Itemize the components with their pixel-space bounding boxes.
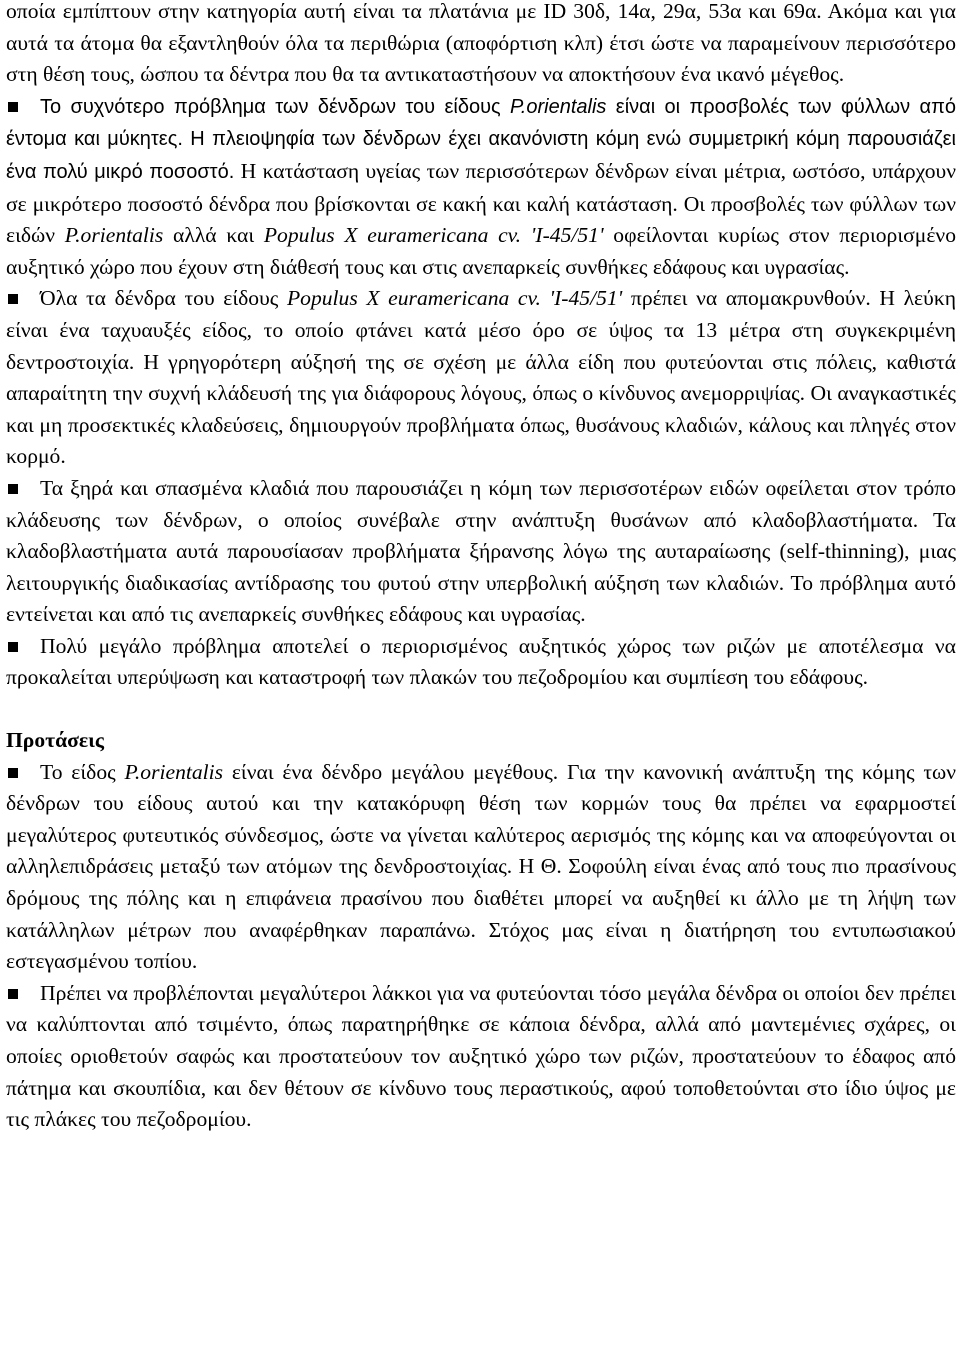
bullet-text: είναι ένα δένδρο μεγάλου μεγέθους. Για την κανονική ανάπτυξη της κόμης των δένδρων του είδους αυτού και την κατακόρυφη θέση των κορμών τους θα πρέπει να εφαρμοστεί μεγαλύτερος φυτευτικός σύνδεσμος, ώστε να γίνεται καλύτερος αερισμός της κόμης και να αποφεύγονται οι αλληλεπιδράσεις μεταξύ των ατόμων της δενδροστοιχίας. Η Θ. Σοφούλη είναι ένας από τους πιο πρασίνους δρόμους της πόλης και η επιφάνεια πρασίνου που διαθέτει μπορεί να αυξηθεί κι άλλο με τη λήψη των κατάλληλων μέτρων που αναφέρθηκαν παραπάνω. Στόχος μας είναι η διατήρηση του εντυπωσιακού εστεγασμένου τοπίου.: [6, 759, 956, 974]
square-bullet-icon: [8, 642, 18, 652]
bullet-item-root-space: [6, 631, 956, 694]
square-bullet-icon: [8, 989, 18, 999]
square-bullet-icon: [8, 768, 18, 778]
bullet-text: Τα ξηρά και σπασμένα κλαδιά που παρουσιάζει η κόμη των περισσοτέρων ειδών οφείλεται στον τρόπο κλάδευσης των δένδρων, ο οποίος συνέβαλε στην ανάπτυξη θυσάνων από κλαδοβλαστήματα. Τα κλαδοβλαστήματα αυτά παρουσίασαν προβλήματα ξήρανσης λόγω της αυταραίωσης (self-thinning), μιας λειτουργικής διαδικασίας αντίδρασης του φυτού στην υπερβολική αύξηση των κλαδιών. Το πρόβλημα αυτό εντείνεται και από τις ανεπαρκείς συνθήκες εδάφους και υγρασίας.: [6, 475, 956, 627]
species-name: P.orientalis: [64, 223, 164, 248]
square-bullet-icon: [8, 484, 18, 494]
bullet-text: είναι οι προσβολές των φύλλων από έντομα και μύκητες. Η πλειοψηφία των δένδρων έχει ακανόνιστη κόμη ενώ συμμετρική κόμη παρουσιάζει ένα πολύ μικρό ποσοστό.: [6, 95, 957, 183]
species-name: P.orientalis: [124, 759, 224, 784]
bullet-item-leaf-problems: [6, 91, 956, 284]
bullet-text: Όλα τα δένδρα του είδους: [40, 286, 287, 311]
square-bullet-icon: [8, 294, 18, 304]
bullet-item-poplar-removal: [6, 283, 956, 473]
bullet-text: Το είδος: [40, 759, 125, 784]
species-name: Populus X euramericana cv. 'I-45/51': [286, 286, 623, 311]
document-page: [6, 0, 956, 1136]
section-gap: [6, 694, 956, 725]
proposal-item-tree-pits: [6, 978, 956, 1136]
bullet-text: Πρέπει να προβλέπονται μεγαλύτεροι λάκκοι για να φυτεύονται τόσο μεγάλα δένδρα οι οποίοι δεν πρέπει να καλύπτονται από τσιμέντο, όπως παρατηρήθηκε σε κάποια δένδρα, αλλά από μαντεμένιες σχάρες, οι οποίες οριοθετούν σαφώς και προστατεύουν τον αυξητικό χώρο των ριζών, προστατεύουν το έδαφος από πάτημα και σκουπίδια, και δεν θέτουν σε κίνδυνο τους περαστικούς, αφού τοποθετούνται στο ίδιο ύψος με τις πλάκες του πεζοδρομίου.: [6, 980, 956, 1132]
square-bullet-icon: [8, 102, 18, 112]
section-heading: Προτάσεις: [6, 728, 104, 753]
bullet-text: Το συχνότερο πρόβλημα των δένδρων του είδους: [40, 95, 511, 118]
bullet-text: Η κατάσταση υγείας των περισσότερων δένδρων είναι μέτρια, ωστόσο, υπάρχουν σε μικρότερο ποσοστό δένδρα που βρίσκονται σε κακή και καλή κατάσταση. Οι προσβολές των φύλλων των ειδών: [6, 158, 956, 248]
bullet-text: πρέπει να απομακρυνθούν. Η λεύκη είναι ένα ταχυαυξές είδος, το οποίο φτάνει κατά μέσο όρο σε ύψος τα 13 μέτρα στη συγκεκριμένη δεντροστοιχία. Η γρηγορότερη αύξησή της σε σχέση με άλλα είδη που φυτεύονται στις πόλεις, καθιστά απαραίτητη την συχνή κλάδευσή της για διάφορους λόγους, όπως ο κίνδυνος ανεμορριψίας. Οι αναγκαστικές και μη προσεκτικές κλαδεύσεις, δημιουργούν προβλήματα όπως, θυσάνους κλαδιών, κάλους και πληγές στον κορμό.: [6, 286, 956, 469]
proposal-item-spacing: [6, 757, 956, 978]
species-name: Populus X euramericana cv. 'I-45/51': [263, 223, 604, 248]
species-name: P.orientalis: [510, 95, 607, 118]
bullet-text: οφείλονται κυρίως στον περιορισμένο αυξητικό χώρο που έχουν στη διάθεσή τους και στις ανεπαρκείς συνθήκες εδάφους και υγρασίας.: [6, 223, 956, 279]
bullet-item-dry-branches: [6, 473, 956, 631]
bullet-text: αλλά και: [163, 223, 264, 248]
bullet-text: Πολύ μεγάλο πρόβλημα αποτελεί ο περιορισμένος αυξητικός χώρος των ριζών με αποτέλεσμα να προκαλείται υπερύψωση και καταστροφή των πλακών του πεζοδρομίου και συμπίεση του εδάφους.: [6, 633, 956, 690]
intro-paragraph: οποία εμπίπτουν στην κατηγορία αυτή είναι τα πλατάνια με ID 30δ, 14α, 29α, 53α και 69α. Ακόμα και για αυτά τα άτομα θα εξαντληθούν όλα τα περιθώρια (αποφόρτιση κλπ) έτσι ώστε να παραμείνουν περισσότερο στη θέση τους, ώσπου τα δέντρα που θα τα αντικαταστήσουν να αποκτήσουν ένα ικανό μέγεθος.: [6, 0, 956, 87]
